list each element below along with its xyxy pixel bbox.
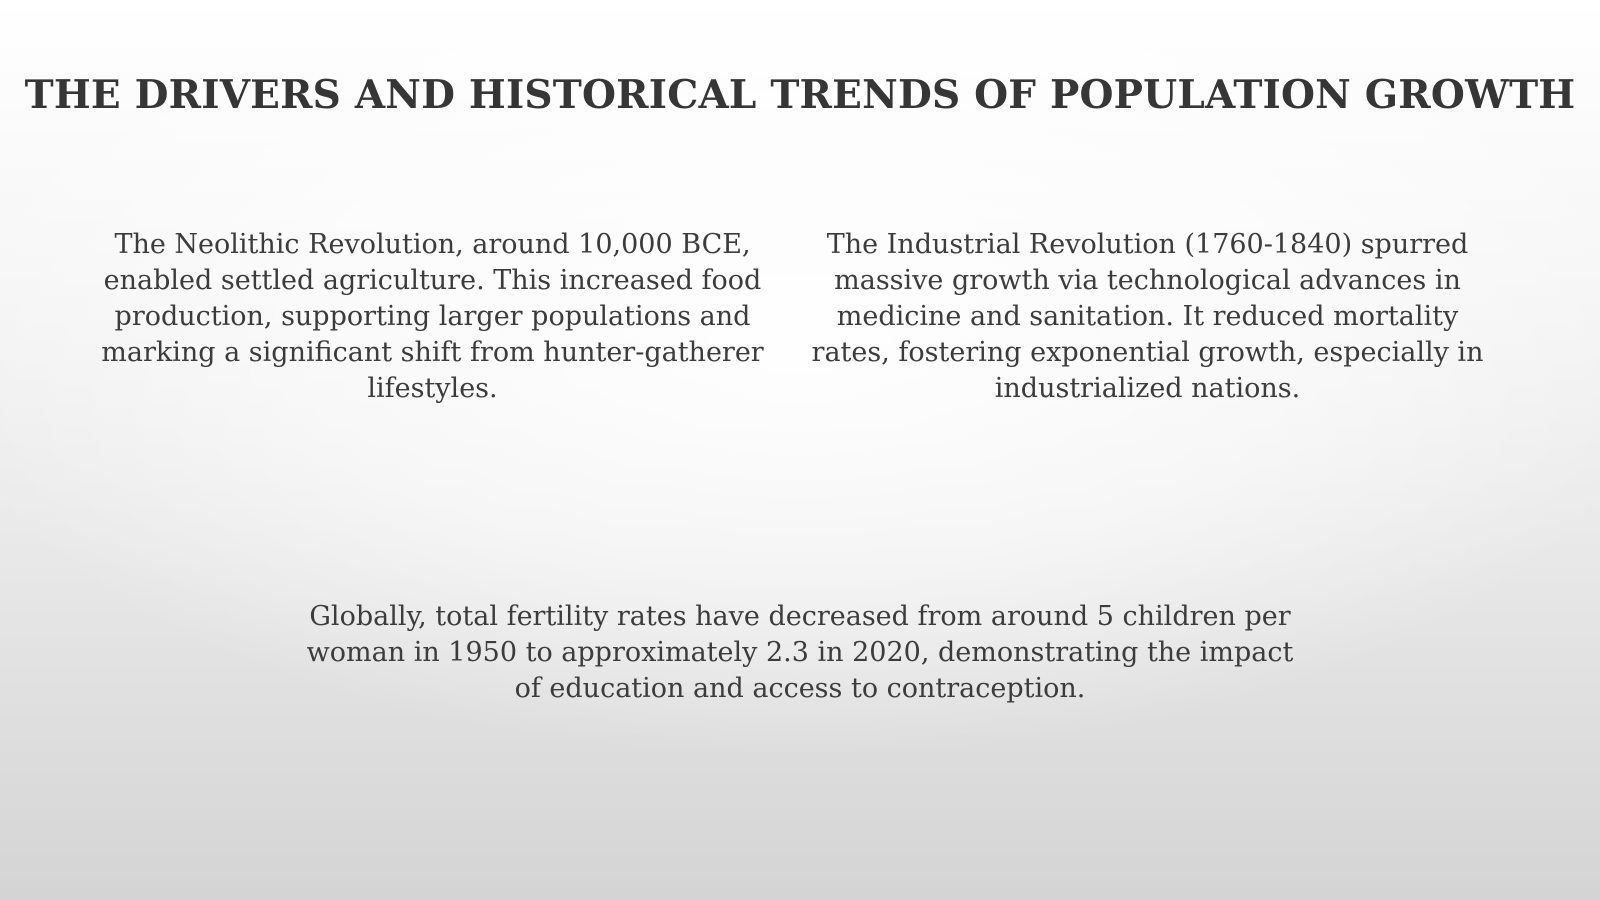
- industrial-revolution-text: The Industrial Revolution (1760-1840) spurred massive growth via technological advances in medicine and sanitation. It reduced mortality rates, fostering exponential growth, especially in industrialized nations.: [811, 229, 1484, 404]
- fertility-rates-text: Globally, total fertility rates have decreased from around 5 children per woman in 1950 to approximately 2.3 in 2020, demonstrating the impact of education and access to contraception.: [306, 601, 1294, 704]
- slide-title: THE DRIVERS AND HISTORICAL TRENDS OF POPULATION GROWTH: [24, 72, 1576, 118]
- neolithic-revolution-text: The Neolithic Revolution, around 10,000 BCE, enabled settled agriculture. This increased food production, supporting larger populations and marking a significant shift from hunter-gatherer lifestyles.: [101, 229, 764, 404]
